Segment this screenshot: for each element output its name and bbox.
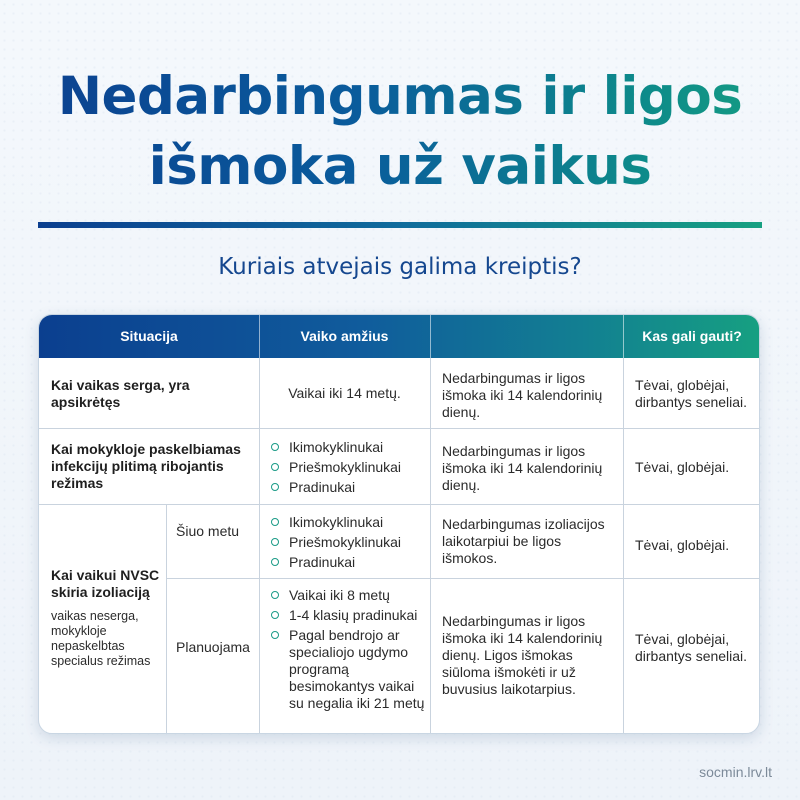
row3-situation: Kai vaikui NVSC skiria izoliaciją — [51, 567, 160, 600]
current-who: Tėvai, globėjai. — [635, 537, 730, 553]
row2-situation: Kai mokykloje paskelbiamas infekcijų plitimą ribojantis režimas — [51, 441, 241, 491]
list-item: Pradinukai — [271, 479, 426, 496]
list-item: Ikimokyklinukai — [271, 514, 426, 531]
row2-age-list — [271, 439, 426, 496]
subtitle: Kuriais atvejais galima kreiptis? — [218, 254, 582, 280]
planned-age-list — [271, 587, 426, 712]
title-divider — [38, 222, 762, 228]
row-divider — [39, 428, 760, 429]
planned-label: Planuojama — [176, 639, 250, 655]
header-who: Kas gali gauti? — [642, 328, 742, 344]
header-benefit — [430, 315, 623, 358]
row1-who: Tėvai, globėjai, dirbantys seneliai. — [635, 377, 748, 410]
header-divider — [623, 315, 624, 358]
row3-note: vaikas neserga, mokykloje nepaskelbtas specialus režimas — [51, 609, 151, 668]
column-divider — [623, 358, 624, 734]
planned-benefit: Nedarbingumas ir ligos išmoka iki 14 kalendorinių dienų. Ligos išmokas siūloma išmokėti ir už buvusius laikotarpius. — [442, 613, 603, 697]
current-label: Šiuo metu — [176, 523, 240, 539]
header-divider — [259, 315, 260, 358]
list-item: Pagal bendrojo ar specialiojo ugdymo programą besimokantys vaikai su negalia iki 21 metų — [271, 627, 426, 712]
list-item: Vaikai iki 8 metų — [271, 587, 426, 604]
title-line-1: Nedarbingumas ir ligos — [57, 66, 743, 127]
table-header — [39, 315, 760, 358]
info-table — [38, 314, 760, 734]
row2-benefit: Nedarbingumas ir ligos išmoka iki 14 kalendorinių dienų. — [442, 443, 603, 493]
sub-column-divider — [166, 504, 167, 734]
row1-benefit: Nedarbingumas ir ligos išmoka iki 14 kalendorinių dienų. — [442, 370, 603, 420]
column-divider — [259, 358, 260, 734]
title-line-2: išmoka už vaikus — [148, 136, 652, 197]
header-situation: Situacija — [120, 328, 178, 344]
column-divider — [430, 358, 431, 734]
planned-age — [271, 587, 426, 715]
footer-url: socmin.lrv.lt — [699, 764, 772, 780]
header-divider — [430, 315, 431, 358]
current-age — [271, 514, 426, 574]
list-item: Pradinukai — [271, 554, 426, 571]
row2-who: Tėvai, globėjai. — [635, 459, 730, 475]
page-title — [0, 62, 800, 202]
list-item: 1-4 klasių pradinukai — [271, 607, 426, 624]
header-age: Vaiko amžius — [300, 328, 389, 344]
list-item: Ikimokyklinukai — [271, 439, 426, 456]
row2-age — [271, 439, 426, 499]
list-item: Priešmokyklinukai — [271, 534, 426, 551]
row-divider — [166, 578, 760, 579]
current-benefit: Nedarbingumas izoliacijos laikotarpiui be ligos išmokos. — [442, 516, 605, 566]
current-age-list — [271, 514, 426, 571]
planned-who: Tėvai, globėjai, dirbantys seneliai. — [635, 631, 748, 664]
row-divider — [39, 504, 760, 505]
row1-situation: Kai vaikas serga, yra apsikrėtęs — [51, 377, 190, 410]
row1-age: Vaikai iki 14 metų. — [288, 385, 401, 401]
list-item: Priešmokyklinukai — [271, 459, 426, 476]
